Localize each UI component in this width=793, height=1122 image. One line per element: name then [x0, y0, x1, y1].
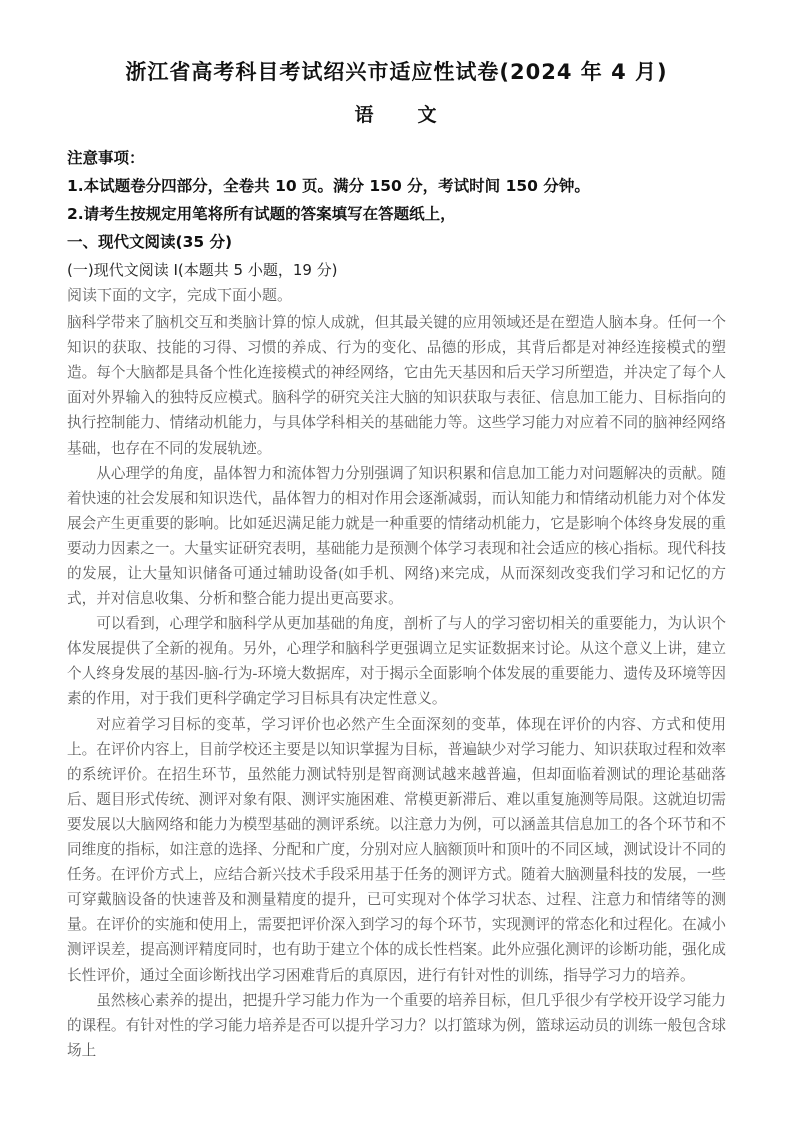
notice-item-1: 1.本试题卷分四部分，全卷共 10 页。满分 150 分，考试时间 150 分钟。	[67, 176, 590, 195]
notice-item-2: 2.请考生按规定用笔将所有试题的答案填写在答题纸上，	[67, 204, 456, 223]
reading-passage	[67, 311, 726, 1064]
passage-paragraph-4: 对应着学习目标的变革，学习评价也必然产生全面深刻的变革，体现在评价的内容、方式和使用上。在评价内容上，目前学校还主要是以知识掌握为目标，普遍缺少对学习能力、知识获取过程和效率的系统评价。在招生环节，虽然能力测试特别是智商测试越来越普遍，但却面临着测试的理论基础落后、题目形式传统、测评对象有限、测评实施困难、常模更新滞后、难以重复施测等局限。这就迫切需要发展以大脑网络和能力为模型基础的测评系统。以注意力为例，可以涵盖其信息加工的各个环节和不同维度的指标，如注意的选择、分配和广度，分别对应人脑额顶叶和顶叶的不同区域，测试设计不同的任务。在评价方式上，应结合新兴技术手段采用基于任务的测评方式。随着大脑测量科技的发展，一些可穿戴脑设备的快速普及和测量精度的提升，已可实现对个体学习状态、过程、注意力和情绪等的测量。在评价的实施和使用上，需要把评价深入到学习的每个环节，实现测评的常态化和过程化。在减小测评误差，提高测评精度同时，也有助于建立个体的成长性档案。此外应强化测评的诊断功能，强化成长性评价，通过全面诊断找出学习困难背后的真原因，进行有针对性的训练，指导学习力的培养。	[67, 716, 726, 984]
subsection-heading-reading-one: (一)现代文阅读 I(本题共 5 小题，19 分)	[67, 260, 338, 279]
document-title: 浙江省高考科目考试绍兴市适应性试卷(2024 年 4 月)	[125, 60, 668, 84]
passage-paragraph-5: 虽然核心素养的提出，把提升学习能力作为一个重要的培养目标，但几乎很少有学校开设学习能力的课程。有针对性的学习能力培养是否可以提升学习力？以打篮球为例，篮球运动员的训练一般包含球场上	[67, 992, 726, 1059]
reading-instruction: 阅读下面的文字，完成下面小题。	[67, 287, 293, 304]
passage-paragraph-1: 脑科学带来了脑机交互和类脑计算的惊人成就，但其最关键的应用领域还是在塑造人脑本身。任何一个知识的获取、技能的习得、习惯的养成、行为的变化、品德的形成，其背后都是对神经连接模式的塑造。每个大脑都是具备个性化连接模式的神经网络，它由先天基因和后天学习所塑造，并决定了每个人面对外界输入的独特反应模式。脑科学的研究关注大脑的知识获取与表征、信息加工能力、目标指向的执行控制能力、情绪动机能力，与具体学科相关的基础能力等。这些学习能力对应着不同的脑神经网络基础，也存在不同的发展轨迹。	[67, 315, 726, 457]
passage-paragraph-3: 可以看到，心理学和脑科学从更加基础的角度，剖析了与人的学习密切相关的重要能力，为认识个体发展提供了全新的视角。另外，心理学和脑科学更强调立足实证数据来讨论。从这个意义上讲，建立个人终身发展的基因-脑-行为-环境大数据库，对于揭示全面影响个体发展的重要能力、遗传及环境等因素的作用，对于我们更科学确定学习目标具有决定性意义。	[67, 616, 726, 708]
passage-paragraph-2: 从心理学的角度，晶体智力和流体智力分别强调了知识积累和信息加工能力对问题解决的贡献。随着快速的社会发展和知识迭代，晶体智力的相对作用会逐渐减弱，而认知能力和情绪动机能力对个体发展会产生更重要的影响。比如延迟满足能力就是一种重要的情绪动机能力，它是影响个体终身发展的重要动力因素之一。大量实证研究表明，基础能力是预测个体学习表现和社会适应的核心指标。现代科技的发展，让大量知识储备可通过辅助设备(如手机、网络)来完成，从而深刻改变我们学习和记忆的方式，并对信息收集、分析和整合能力提出更高要求。	[67, 465, 726, 608]
notice-heading: 注意事项：	[67, 149, 145, 167]
subject-title: 语 文	[354, 104, 439, 126]
section-heading-modern-reading: 一、现代文阅读(35 分)	[67, 232, 233, 251]
